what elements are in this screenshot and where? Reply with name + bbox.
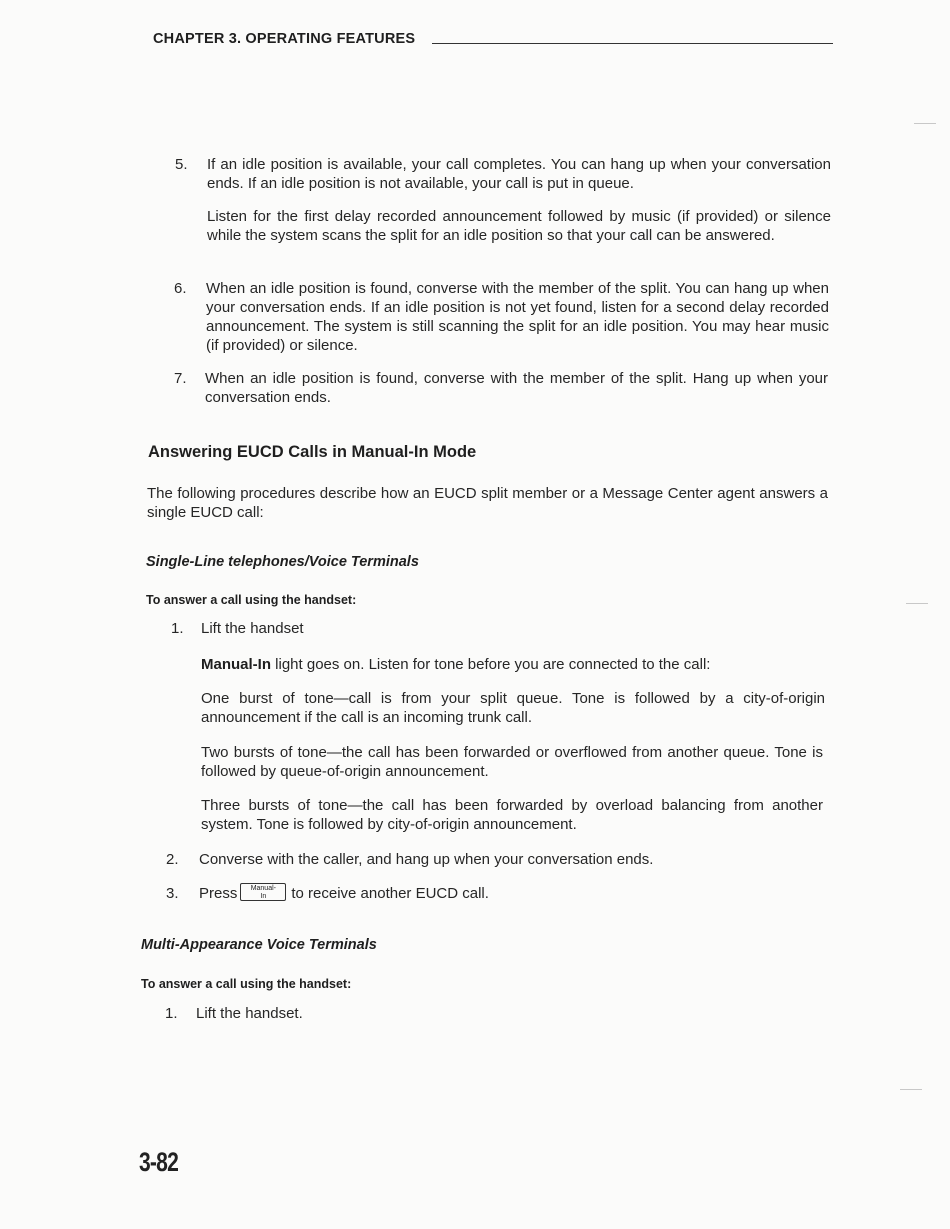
step-number: 3. (166, 885, 179, 902)
chapter-title: CHAPTER 3. OPERATING FEATURES (153, 31, 416, 47)
step-text: Converse with the caller, and hang up when your conversation ends. (199, 851, 654, 868)
tone-paragraph: Two bursts of tone—the call has been forwarded or overflowed from another queue. Tone is followed by queue-of-origin announcement. (201, 744, 823, 780)
step-number: 1. (165, 1005, 178, 1022)
step-paragraph (201, 655, 829, 674)
margin-mark (914, 123, 936, 124)
page-number: 3-82 (139, 1147, 179, 1177)
step-text: Lift the handset (201, 620, 304, 637)
step-paragraph: When an idle position is found, converse with the member of the split. Hang up when your conversation ends. (205, 370, 828, 406)
procedure-heading: To answer a call using the handset: (141, 977, 352, 991)
step-text: Lift the handset. (196, 1005, 303, 1022)
manual-in-text: light goes on. Listen for tone before you are connected to the call: (271, 656, 711, 673)
procedure-heading: To answer a call using the handset: (146, 593, 357, 607)
subsection-heading: Multi-Appearance Voice Terminals (141, 937, 377, 953)
subsection-heading: Single-Line telephones/Voice Terminals (146, 554, 419, 570)
section-intro: The following procedures describe how an EUCD split member or a Message Center agent answers a single EUCD call: (147, 485, 828, 521)
receive-text: to receive another EUCD call. (291, 885, 489, 902)
step-number: 6. (174, 280, 187, 297)
manual-in-key-icon: Manual- In (240, 883, 286, 901)
step-paragraph: Listen for the first delay recorded announcement followed by music (if provided) or silence while the system scans the split for an idle position so that your call can be answered. (207, 208, 831, 244)
press-text: Press (199, 885, 238, 902)
margin-mark (906, 603, 928, 604)
step-paragraph: When an idle position is found, converse with the member of the split. You can hang up when your conversation ends. If an idle position is not yet found, listen for a second delay recorded announcement. The system is still scanning the split for an idle position. You may hear music (if provided) or silence. (206, 280, 829, 354)
tone-paragraph: One burst of tone—call is from your split queue. Tone is followed by a city-of-origin announcement if the call is an incoming trunk call. (201, 690, 825, 726)
section-heading: Answering EUCD Calls in Manual-In Mode (148, 443, 477, 461)
step-number: 1. (171, 620, 184, 637)
step-number: 2. (166, 851, 179, 868)
step-number: 7. (174, 370, 187, 387)
manual-in-label: Manual-In (201, 656, 271, 673)
tone-paragraph: Three bursts of tone—the call has been forwarded by overload balancing from another system. Tone is followed by city-of-origin announcement. (201, 797, 823, 833)
step-text (199, 884, 489, 903)
running-header (153, 31, 833, 47)
step-paragraph: If an idle position is available, your call completes. You can hang up when your conversation ends. If an idle position is not available, your call is put in queue. (207, 156, 831, 192)
margin-mark (900, 1089, 922, 1090)
step-number: 5. (175, 156, 188, 173)
header-rule (432, 43, 833, 44)
